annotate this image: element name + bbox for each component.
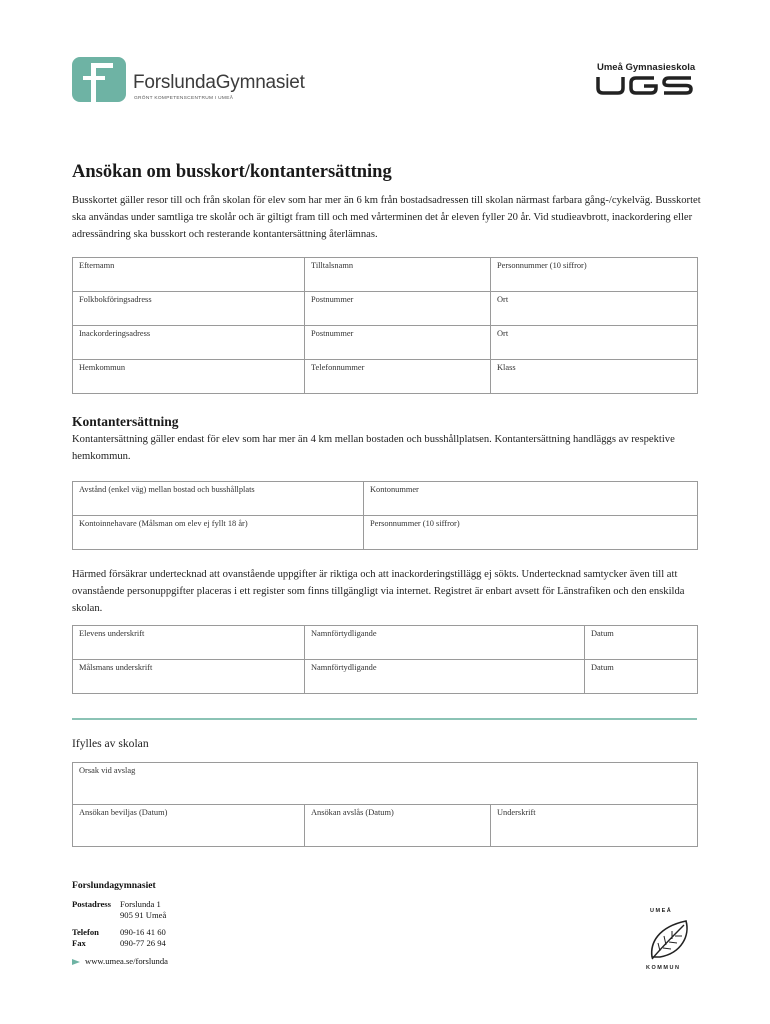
link-arrow-icon bbox=[72, 959, 80, 965]
forslunda-logo-tagline: GRÖNT KOMPETENSCENTRUM I UMEÅ bbox=[134, 96, 234, 101]
section-divider bbox=[72, 718, 697, 720]
signature-table bbox=[72, 625, 698, 694]
ugs-logo-title: Umeå Gymnasieskola bbox=[597, 62, 696, 73]
intro-paragraph: Busskortet gäller resor till och från skolan för elev som har mer än 6 km från bostadsadressen till skolan närmast farbara gång-/cykelväg. Busskortet ska användas under samtliga tre skolår och är giltigt fram till och med vårterminen det år eleven fyller 20 år. Vid studieavbrott, inackordering eller adressändring ska busskort och resterande kontantersättning återlämnas. bbox=[72, 195, 701, 240]
footer-postadress-line2: 905 91 Umeå bbox=[120, 910, 167, 920]
phone-field[interactable]: Telefonnummer bbox=[305, 360, 491, 394]
lastname-field[interactable]: Efternamn bbox=[73, 258, 305, 292]
guardian-date-field[interactable]: Datum bbox=[585, 660, 698, 694]
postal-code-field[interactable]: Postnummer bbox=[305, 292, 491, 326]
student-signature-field[interactable]: Elevens underskrift bbox=[73, 626, 305, 660]
account-holder-field[interactable]: Kontoinnehavare (Målsman om elev ej fyllt 18 år) bbox=[73, 516, 364, 550]
student-info-table bbox=[72, 257, 698, 394]
leaf-icon bbox=[646, 917, 694, 963]
school-section-heading: Ifylles av skolan bbox=[72, 737, 149, 750]
cash-section-heading: Kontantersättning bbox=[72, 414, 179, 429]
form-title: Ansökan om busskort/kontantersättning bbox=[72, 162, 392, 182]
ugs-logo-letters bbox=[596, 75, 694, 95]
cash-section-text: Kontantersättning gäller endast för elev som har mer än 4 km mellan bostaden och busshållplatsen. Kontantersättning handläggs av respektive hemkommun. bbox=[72, 434, 675, 462]
forslunda-logo-mark bbox=[72, 57, 126, 102]
umea-kommun-logo bbox=[640, 908, 700, 974]
distance-field[interactable]: Avstånd (enkel väg) mellan bostad och busshållplats bbox=[73, 482, 364, 516]
footer-postadress-line1: Forslunda 1 bbox=[120, 899, 161, 909]
city-field[interactable]: Ort bbox=[491, 292, 698, 326]
lodging-city-field[interactable]: Ort bbox=[491, 326, 698, 360]
personal-number-field[interactable]: Personnummer (10 siffror) bbox=[491, 258, 698, 292]
footer-fax: 090-77 26 94 bbox=[120, 938, 166, 948]
ugs-logo-icon bbox=[596, 75, 694, 95]
school-table bbox=[72, 762, 698, 847]
rejected-date-field[interactable]: Ansökan avslås (Datum) bbox=[305, 805, 491, 847]
footer-school-name: Forslundagymnasiet bbox=[72, 880, 156, 891]
footer-telefon-label: Telefon bbox=[72, 927, 99, 937]
firstname-field[interactable]: Tilltalsnamn bbox=[305, 258, 491, 292]
account-number-field[interactable]: Kontonummer bbox=[364, 482, 698, 516]
footer-postadress-label: Postadress bbox=[72, 899, 111, 909]
lodging-address-field[interactable]: Inackorderingsadress bbox=[73, 326, 305, 360]
student-date-field[interactable]: Datum bbox=[585, 626, 698, 660]
footer-telefon: 090-16 41 60 bbox=[120, 927, 166, 937]
declaration-paragraph: Härmed försäkrar undertecknad att ovanstående uppgifter är riktiga och att inackorderingstillägg ej sökts. Undertecknad samtycker även till att ovanstående personuppgifter placeras i ett register som finns tillgängligt via internet. Registret är enbart avsett för Länstrafiken och den enskilda skolan. bbox=[72, 569, 685, 614]
guardian-signature-field[interactable]: Målsmans underskrift bbox=[73, 660, 305, 694]
footer-fax-label: Fax bbox=[72, 938, 86, 948]
school-signature-field[interactable]: Underskrift bbox=[491, 805, 698, 847]
home-municipality-field[interactable]: Hemkommun bbox=[73, 360, 305, 394]
kommun-logo-top: U M E Å bbox=[650, 908, 671, 914]
approved-date-field[interactable]: Ansökan beviljas (Datum) bbox=[73, 805, 305, 847]
holder-personal-number-field[interactable]: Personnummer (10 siffror) bbox=[364, 516, 698, 550]
footer-url-link[interactable]: www.umea.se/forslunda bbox=[85, 956, 168, 966]
registered-address-field[interactable]: Folkbokföringsadress bbox=[73, 292, 305, 326]
student-name-clarification-field[interactable]: Namnförtydligande bbox=[305, 626, 585, 660]
lodging-postal-code-field[interactable]: Postnummer bbox=[305, 326, 491, 360]
forslunda-logo-name: ForslundaGymnasiet bbox=[133, 72, 305, 93]
rejection-reason-field[interactable]: Orsak vid avslag bbox=[73, 763, 698, 805]
class-field[interactable]: Klass bbox=[491, 360, 698, 394]
guardian-name-clarification-field[interactable]: Namnförtydligande bbox=[305, 660, 585, 694]
cash-table bbox=[72, 481, 698, 550]
kommun-logo-bottom: K O M M U N bbox=[646, 965, 679, 971]
